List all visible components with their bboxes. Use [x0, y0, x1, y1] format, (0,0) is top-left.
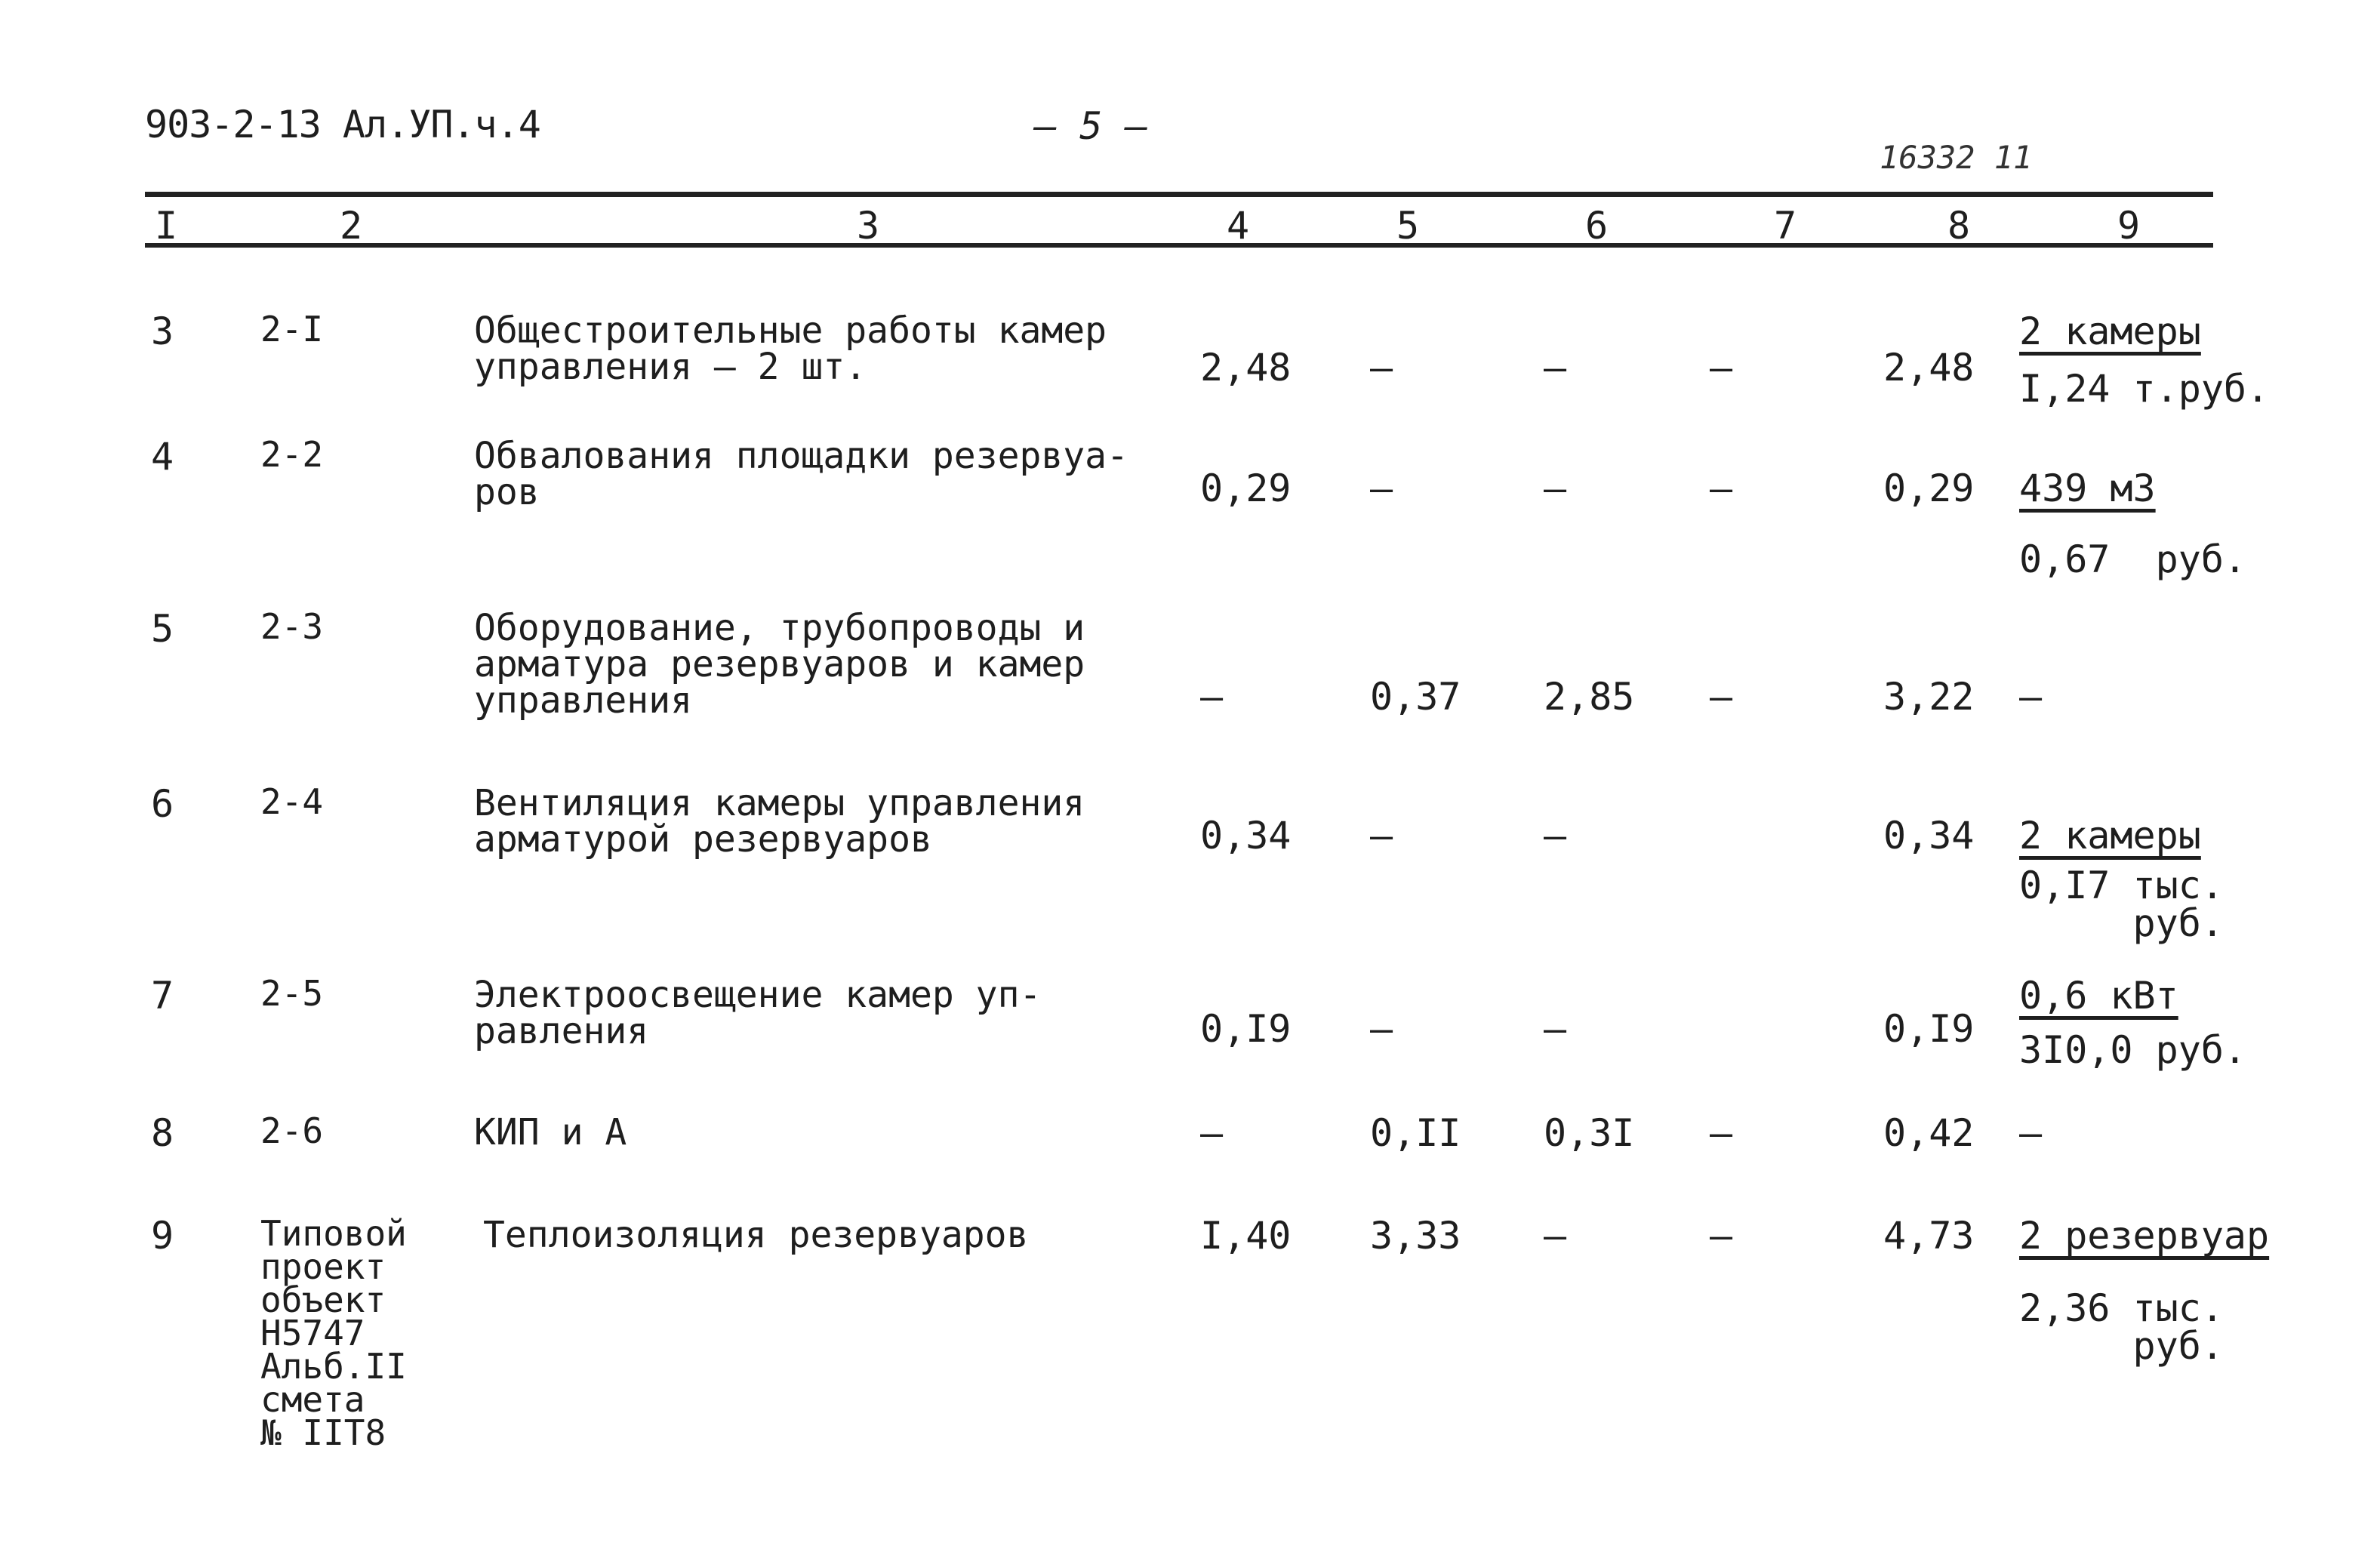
row-note-unit-cost: 3I0,0 руб.	[2019, 1028, 2247, 1072]
column-header-2: 2	[339, 204, 363, 248]
row-description: Вентиляция камеры управления арматурой резервуаров	[474, 782, 1085, 861]
row-note-unit-cost: –	[2019, 1111, 2043, 1155]
row-number: 4	[151, 435, 174, 479]
row-col5: –	[1370, 467, 1393, 510]
row-description: Теплоизоляция резервуаров	[483, 1214, 1029, 1256]
row-code: 2-5	[260, 973, 324, 1014]
row-number: 7	[151, 974, 174, 1018]
row-col6: 0,3I	[1544, 1111, 1635, 1155]
row-col5: 3,33	[1370, 1214, 1461, 1258]
row-col6: –	[1544, 1007, 1567, 1051]
row-col8: 0,29	[1883, 467, 1975, 510]
row-note-unit-cost: I,24 т.руб.	[2019, 367, 2270, 411]
row-code: 2-3	[260, 606, 324, 647]
column-header-5: 5	[1396, 204, 1420, 248]
row-number: 3	[151, 309, 174, 353]
row-col6: –	[1544, 467, 1567, 510]
row-code: 2-I	[260, 309, 324, 350]
row-col7: –	[1710, 675, 1733, 719]
column-header-7: 7	[1773, 204, 1797, 248]
row-number: 9	[151, 1214, 174, 1258]
row-col6: –	[1544, 346, 1567, 390]
row-col8: 2,48	[1883, 346, 1975, 390]
row-col5: –	[1370, 1007, 1393, 1051]
row-col5: –	[1370, 346, 1393, 390]
row-note-quantity: 2 камеры	[2019, 309, 2201, 353]
row-col6: –	[1544, 814, 1567, 858]
row-number: 5	[151, 607, 174, 651]
row-col4: –	[1200, 675, 1224, 719]
row-col4: I,40	[1200, 1214, 1292, 1258]
row-col8: 0,34	[1883, 814, 1975, 858]
row-col7: –	[1710, 1111, 1733, 1155]
row-note-quantity: 439 м3	[2019, 467, 2156, 510]
row-code: 2-4	[260, 781, 324, 822]
row-description: Обвалования площадки резервуа- ров	[474, 435, 1128, 513]
document-code: 903-2-13 Ал.УП.ч.4	[145, 103, 540, 146]
table-top-rule	[145, 192, 2213, 197]
row-col6: –	[1544, 1214, 1567, 1258]
row-code: 2-6	[260, 1110, 324, 1151]
stamp-number: 16332 11	[1880, 139, 2033, 176]
row-code: 2-2	[260, 434, 324, 475]
row-number: 8	[151, 1111, 174, 1155]
row-col6: 2,85	[1544, 675, 1635, 719]
row-note-quantity: 2 резервуар	[2019, 1214, 2270, 1258]
page-number: – 5 –	[1034, 104, 1148, 148]
row-col5: –	[1370, 814, 1393, 858]
row-description: КИП и А	[474, 1111, 627, 1153]
row-description: Общестроительные работы камер управления – 2 шт.	[474, 309, 1107, 388]
row-col4: 2,48	[1200, 346, 1292, 390]
row-note-unit-cost: 0,67 руб.	[2019, 537, 2247, 581]
row-col4: 0,29	[1200, 467, 1292, 510]
row-note-quantity: 2 камеры	[2019, 814, 2201, 858]
row-description: Оборудование, трубопроводы и арматура резервуаров и камер управления	[474, 607, 1085, 722]
row-col4: –	[1200, 1111, 1224, 1155]
row-col4: 0,I9	[1200, 1007, 1292, 1051]
column-header-1: I	[154, 204, 178, 248]
row-col8: 4,73	[1883, 1214, 1975, 1258]
row-note-unit-cost: –	[2019, 675, 2043, 719]
row-note-unit-cost: 2,36 тыс. руб.	[2019, 1286, 2224, 1368]
column-header-3: 3	[856, 204, 880, 248]
column-header-9: 9	[2117, 204, 2141, 248]
row-note-quantity: 0,6 кВт	[2019, 974, 2178, 1018]
row-col8: 3,22	[1883, 675, 1975, 719]
row-code: Типовой проект объект Н5747 Альб.II смета № IIТ8	[260, 1213, 407, 1453]
row-col8: 0,I9	[1883, 1007, 1975, 1051]
column-header-4: 4	[1226, 204, 1250, 248]
column-header-6: 6	[1584, 204, 1609, 248]
row-col5: 0,II	[1370, 1111, 1461, 1155]
row-col7: –	[1710, 1214, 1733, 1258]
row-description: Электроосвещение камер уп- равления	[474, 974, 1042, 1052]
row-col5: 0,37	[1370, 675, 1461, 719]
row-col7: –	[1710, 467, 1733, 510]
row-col4: 0,34	[1200, 814, 1292, 858]
row-number: 6	[151, 782, 174, 826]
row-col7: –	[1710, 346, 1733, 390]
table-header-rule	[145, 243, 2213, 248]
row-col8: 0,42	[1883, 1111, 1975, 1155]
column-header-8: 8	[1947, 204, 1971, 248]
row-note-unit-cost: 0,I7 тыс. руб.	[2019, 864, 2224, 945]
